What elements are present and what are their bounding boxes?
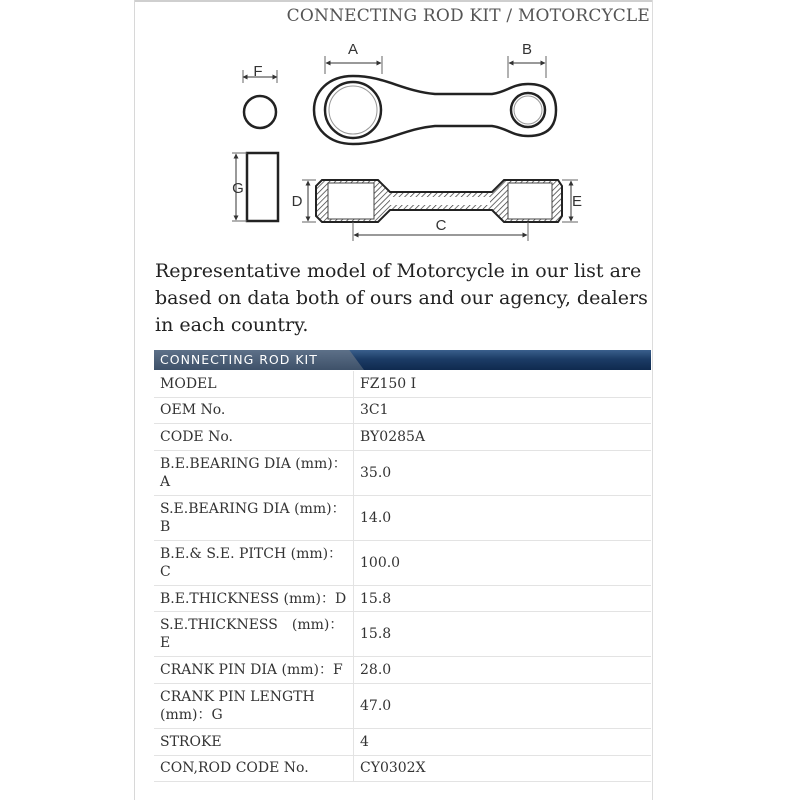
spec-label: CRANK PIN LENGTH (mm)：G [154,683,354,728]
spec-value: 15.8 [354,585,652,612]
spec-value: 3C1 [354,397,652,424]
dim-label-b: B [521,41,533,58]
table-row [154,450,651,495]
spec-label: B.E.BEARING DIA (mm)：A [154,450,354,495]
table-row [154,612,651,657]
table-row [154,495,651,540]
connecting-rod-diagram [220,36,600,246]
spec-value: 35.0 [354,450,652,495]
table-row [154,728,651,755]
table-row [154,755,651,782]
crank-pin-end-view [243,63,277,128]
spec-label: STROKE [154,728,354,755]
spec-value: CY0302X [354,755,652,782]
page-title: CONNECTING ROD KIT / MOTORCYCLE [286,6,650,26]
rod-side-view [292,180,582,241]
table-row [154,540,651,585]
spec-label: B.E.& S.E. PITCH (mm)：C [154,540,354,585]
dim-label-e: E [571,193,583,210]
spec-table-header-label: CONNECTING ROD KIT [160,352,318,367]
dim-label-c: C [435,217,447,234]
spec-value: 15.8 [354,612,652,657]
spec-table [154,371,651,782]
dim-label-a: A [347,41,359,58]
spec-value: 4 [354,728,652,755]
dim-label-f: F [253,63,263,80]
spec-label: CRANK PIN DIA (mm)：F [154,657,354,684]
table-row [154,657,651,684]
table-row [154,397,651,424]
spec-value: 100.0 [354,540,652,585]
spec-label: MODEL [154,371,354,397]
spec-value: 14.0 [354,495,652,540]
crank-pin-side-view [232,153,278,221]
panel-right-border [652,0,653,800]
spec-label: B.E.THICKNESS (mm)：D [154,585,354,612]
spec-label: OEM No. [154,397,354,424]
top-rule [135,0,652,2]
spec-value: 28.0 [354,657,652,684]
dim-label-d: D [291,193,303,210]
spec-table-header [154,350,651,370]
table-row [154,424,651,451]
spec-label: S.E.THICKNESS (mm)：E [154,612,354,657]
table-row [154,683,651,728]
spec-label: CODE No. [154,424,354,451]
spec-value: 47.0 [354,683,652,728]
table-row [154,371,651,397]
panel-left-border [134,0,135,800]
spec-label: S.E.BEARING DIA (mm)：B [154,495,354,540]
description-text: Representative model of Motorcycle in our list are based on data both of ours and our agency, dealers in each country. [155,260,648,336]
spec-value: FZ150 I [354,371,652,397]
table-row [154,585,651,612]
spec-value: BY0285A [354,424,652,451]
rod-top-view [314,41,556,144]
spec-label: CON,ROD CODE No. [154,755,354,782]
dim-label-g: G [232,180,244,197]
